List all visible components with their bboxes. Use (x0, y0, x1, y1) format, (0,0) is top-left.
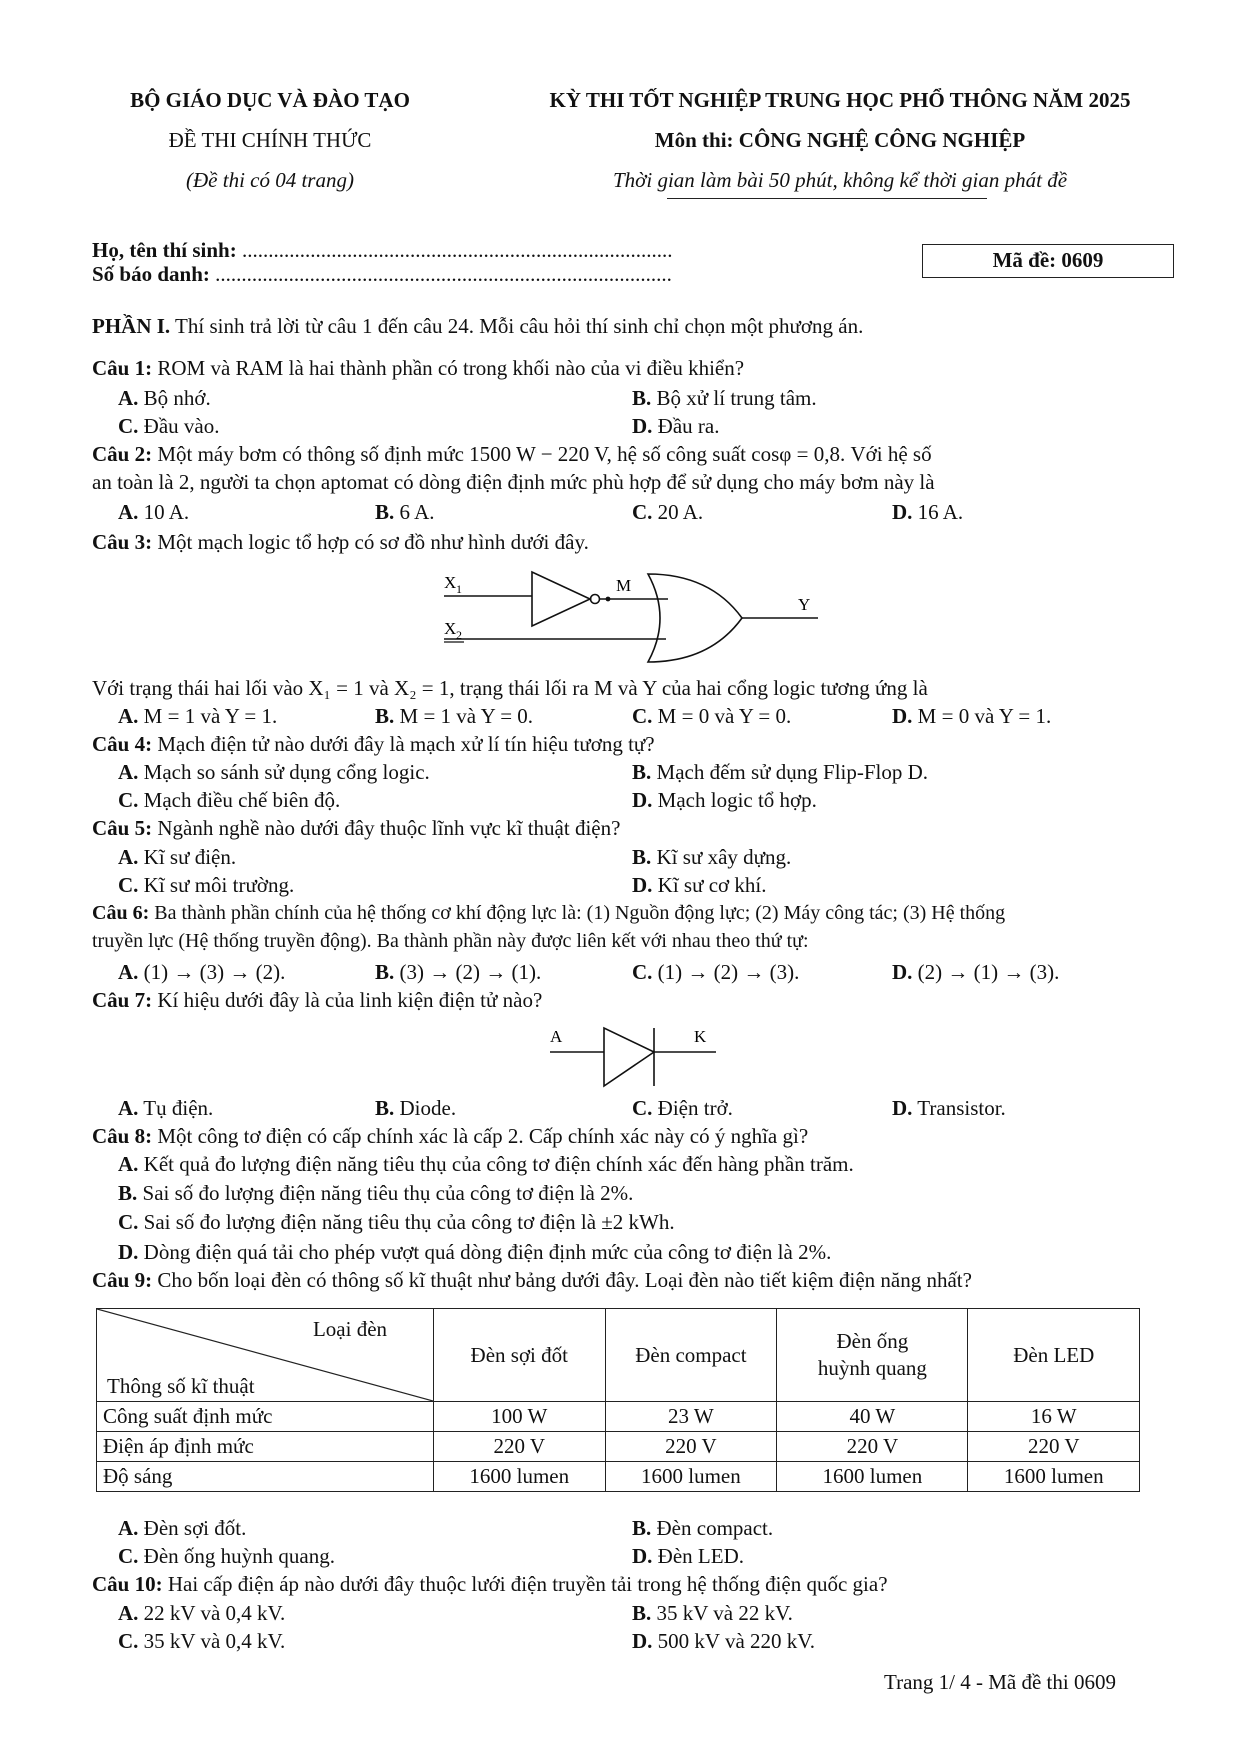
option-letter: D. (892, 960, 913, 984)
option-letter: B. (375, 704, 395, 728)
question-label: Câu 7: (92, 988, 153, 1012)
x1-label: X (444, 573, 457, 592)
option-text: Mạch đếm sử dụng Flip-Flop D. (656, 760, 929, 784)
table-row (97, 1402, 1140, 1432)
column-header: Đèn LED (968, 1309, 1140, 1402)
option-letter: D. (892, 1096, 913, 1120)
question-10 (92, 1572, 888, 1597)
question-label: Câu 3: (92, 530, 153, 554)
x1-subscript: 1 (456, 582, 462, 596)
q3-option-a (118, 704, 277, 729)
option-text: Tụ điện. (143, 1096, 214, 1120)
option-text: Điện trở. (657, 1096, 733, 1120)
table-cell: 220 V (605, 1432, 777, 1462)
option-letter: C. (118, 1544, 139, 1568)
option-letter: A. (118, 760, 139, 784)
q9-option-d (632, 1544, 744, 1569)
column-header-line: Đèn ống (836, 1328, 909, 1353)
q8-option-c (118, 1210, 675, 1235)
question-6-line2: truyền lực (Hệ thống truyền động). Ba thành phần này được liên kết với nhau theo thứ tự: (92, 930, 809, 952)
y-label: Y (798, 595, 811, 614)
q3-option-c (632, 704, 791, 729)
logic-circuit-diagram (440, 566, 820, 666)
table-cell: 220 V (434, 1432, 605, 1462)
table-cell: 220 V (968, 1432, 1140, 1462)
candidate-id-row (92, 262, 672, 287)
q1-option-c (118, 414, 219, 439)
question-text: Một công tơ điện có cấp chính xác là cấp 2. Cấp chính xác này có ý nghĩa gì? (152, 1124, 809, 1148)
option-letter: C. (118, 873, 139, 897)
option-text: 16 A. (917, 500, 964, 524)
lamp-spec-table (96, 1308, 1140, 1492)
part1-label: PHẦN I. (92, 314, 171, 338)
question-2-line2: an toàn là 2, người ta chọn aptomat có dòng điện định mức phù hợp để sử dụng cho máy bơm này là (92, 470, 935, 494)
option-text: Đầu vào. (143, 414, 220, 438)
option-text: 500 kV và 220 kV. (657, 1629, 815, 1653)
option-text: Mạch điều chế biên độ. (143, 788, 341, 812)
q9-option-b (632, 1516, 773, 1541)
option-text: M = 1 và Y = 0. (399, 704, 534, 728)
anode-label: A (550, 1027, 563, 1046)
option-text: 35 kV và 0,4 kV. (143, 1629, 286, 1653)
table-cell: 16 W (968, 1402, 1140, 1432)
option-text: (3) → (2) → (1). (399, 960, 542, 984)
q8-option-a (118, 1152, 854, 1177)
x2-label: X (444, 619, 457, 638)
q10-option-c (118, 1629, 285, 1654)
option-letter: A. (118, 960, 139, 984)
option-text: 20 A. (657, 500, 704, 524)
q6-option-b (375, 960, 541, 985)
q2-option-a (118, 500, 189, 525)
column-header: Đèn sợi đốt (434, 1309, 605, 1402)
not-gate (532, 572, 590, 626)
option-letter: C. (118, 414, 139, 438)
q10-option-b (632, 1601, 793, 1626)
option-letter: A. (118, 845, 139, 869)
candidate-id-label: Số báo danh: (92, 262, 210, 286)
q1-option-b (632, 386, 817, 411)
question-2 (92, 442, 932, 467)
option-text: Kĩ sư điện. (143, 845, 237, 869)
part1-text: Thí sinh trả lời từ câu 1 đến câu 24. Mỗi câu hỏi thí sinh chỉ chọn một phương án. (170, 314, 864, 338)
exam-code-box: Mã đề: 0609 (922, 244, 1174, 278)
q1-option-d (632, 414, 719, 439)
question-1 (92, 356, 744, 381)
option-text: Đèn compact. (656, 1516, 774, 1540)
option-letter: D. (118, 1240, 139, 1264)
table-cell: 1600 lumen (434, 1462, 605, 1492)
option-text: Bộ xử lí trung tâm. (656, 386, 817, 410)
question-text: Mạch điện tử nào dưới đây là mạch xử lí tín hiệu tương tự? (152, 732, 655, 756)
question-5 (92, 816, 620, 841)
column-header-line: huỳnh quang (817, 1356, 927, 1380)
question-label: Câu 10: (92, 1572, 163, 1596)
page-count-note: (Đề thi có 04 trang) (186, 168, 354, 192)
q10-option-a (118, 1601, 285, 1626)
option-text: Dòng điện quá tải cho phép vượt quá dòng điện định mức của công tơ điện là 2%. (143, 1240, 832, 1264)
option-text: Sai số đo lượng điện năng tiêu thụ của công tơ điện là ±2 kWh. (143, 1210, 675, 1234)
option-letter: D. (632, 1544, 653, 1568)
diode-symbol (546, 1024, 722, 1094)
option-text: (2) → (1) → (3). (917, 960, 1060, 984)
option-text: Đèn LED. (657, 1544, 744, 1568)
q5-option-c (118, 873, 294, 898)
row-label: Điện áp định mức (97, 1432, 434, 1462)
option-letter: A. (118, 704, 139, 728)
question-7 (92, 988, 542, 1013)
page-footer: Trang 1/ 4 - Mã đề thi 0609 (884, 1670, 1116, 1694)
question-9 (92, 1268, 972, 1293)
subject-title: Môn thi: CÔNG NGHỆ CÔNG NGHIỆP (654, 128, 1026, 152)
q5-option-d (632, 873, 767, 898)
table-cell: 23 W (605, 1402, 777, 1432)
option-text: 10 A. (143, 500, 190, 524)
table-row (97, 1462, 1140, 1492)
table-cell: 220 V (777, 1432, 968, 1462)
q7-option-c (632, 1096, 733, 1121)
option-letter: A. (118, 1516, 139, 1540)
or-gate (648, 574, 742, 662)
option-letter: C. (118, 1629, 139, 1653)
option-text: Sai số đo lượng điện năng tiêu thụ của công tơ điện là 2%. (142, 1181, 634, 1205)
q1-option-a (118, 386, 211, 411)
corner-bottom-label: Thông số kĩ thuật (107, 1374, 255, 1398)
q4-option-c (118, 788, 340, 813)
option-text: Transistor. (917, 1096, 1006, 1120)
q4-option-b (632, 760, 928, 785)
question-label: Câu 4: (92, 732, 153, 756)
q10-option-d (632, 1629, 815, 1654)
option-text: Kĩ sư cơ khí. (657, 873, 767, 897)
question-label: Câu 8: (92, 1124, 153, 1148)
option-text: Mạch logic tổ hợp. (657, 788, 817, 812)
option-letter: B. (632, 760, 652, 784)
option-letter: A. (118, 1152, 139, 1176)
question-text: Hai cấp điện áp nào dưới đây thuộc lưới điện truyền tải trong hệ thống điện quốc gia? (162, 1572, 888, 1596)
q2-option-c (632, 500, 703, 525)
table-row (97, 1432, 1140, 1462)
cathode-label: K (694, 1027, 707, 1046)
row-label: Độ sáng (97, 1462, 434, 1492)
option-text: 6 A. (399, 500, 435, 524)
option-letter: C. (118, 1210, 139, 1234)
option-text: Đèn sợi đốt. (143, 1516, 247, 1540)
option-text: (1) → (2) → (3). (657, 960, 800, 984)
question-3-stem: Với trạng thái hai lối vào X₁ = 1 và X₂ = 1, trạng thái lối ra M và Y của hai cổng logic tương ứng là (92, 676, 928, 700)
option-letter: B. (375, 1096, 395, 1120)
diode-triangle (604, 1028, 654, 1086)
question-label: Câu 2: (92, 442, 153, 466)
option-letter: A. (118, 386, 139, 410)
corner-top-label: Loại đèn (312, 1317, 388, 1341)
option-text: 35 kV và 22 kV. (656, 1601, 793, 1625)
q6-option-d (892, 960, 1059, 985)
option-letter: B. (632, 1516, 652, 1540)
q6-option-c (632, 960, 799, 985)
option-text: Diode. (399, 1096, 457, 1120)
option-text: M = 0 và Y = 1. (917, 704, 1052, 728)
option-letter: A. (118, 1601, 139, 1625)
q8-option-b (118, 1181, 633, 1206)
q5-option-a (118, 845, 236, 870)
table-corner-cell (97, 1309, 434, 1402)
m-label: M (616, 576, 632, 595)
option-letter: D. (632, 1629, 653, 1653)
ministry-name: BỘ GIÁO DỤC VÀ ĐÀO TẠO (130, 88, 410, 112)
option-text: M = 1 và Y = 1. (143, 704, 278, 728)
option-letter: C. (632, 500, 653, 524)
table-cell: 40 W (777, 1402, 968, 1432)
option-text: 22 kV và 0,4 kV. (143, 1601, 286, 1625)
candidate-name-blank: .................................................................................. (241, 238, 673, 262)
q2-option-b (375, 500, 435, 525)
q2-option-d (892, 500, 963, 525)
option-text: Kĩ sư xây dựng. (656, 845, 792, 869)
q4-option-a (118, 760, 430, 785)
q7-option-b (375, 1096, 456, 1121)
column-header (777, 1309, 968, 1402)
q6-option-a (118, 960, 285, 985)
q3-option-b (375, 704, 533, 729)
column-header: Đèn compact (605, 1309, 777, 1402)
question-3 (92, 530, 589, 555)
question-label: Câu 6: (92, 902, 150, 924)
option-text: Kĩ sư môi trường. (143, 873, 295, 897)
official-exam-label: ĐỀ THI CHÍNH THỨC (168, 128, 372, 152)
option-letter: C. (632, 704, 653, 728)
question-text: Cho bốn loại đèn có thông số kĩ thuật như bảng dưới đây. Loại đèn nào tiết kiệm điện năng nhất? (152, 1268, 972, 1292)
question-label: Câu 5: (92, 816, 153, 840)
option-text: Đầu ra. (657, 414, 720, 438)
option-letter: C. (632, 960, 653, 984)
q9-option-a (118, 1516, 246, 1541)
question-text: Một máy bơm có thông số định mức 1500 W − 220 V, hệ số công suất cosφ = 0,8. Với hệ số (152, 442, 932, 466)
question-8 (92, 1124, 808, 1149)
option-letter: B. (375, 960, 395, 984)
option-letter: B. (632, 845, 652, 869)
option-letter: B. (632, 1601, 652, 1625)
option-text: Bộ nhớ. (143, 386, 211, 410)
question-text: Một mạch logic tổ hợp có sơ đồ như hình dưới đây. (152, 530, 589, 554)
option-letter: D. (892, 704, 913, 728)
option-letter: B. (632, 386, 652, 410)
option-letter: C. (118, 788, 139, 812)
question-text: Ba thành phần chính của hệ thống cơ khí động lực là: (1) Nguồn động lực; (2) Máy công tác; (3) Hệ thống (149, 902, 1006, 924)
option-letter: B. (118, 1181, 138, 1205)
exam-duration: Thời gian làm bài 50 phút, không kể thời gian phát đề (612, 168, 1068, 192)
x2-subscript: 2 (456, 628, 462, 642)
option-letter: A. (118, 500, 139, 524)
option-text: M = 0 và Y = 0. (657, 704, 792, 728)
option-letter: D. (632, 414, 653, 438)
table-cell: 1600 lumen (605, 1462, 777, 1492)
question-6 (92, 902, 1005, 925)
part1-instructions (92, 314, 863, 339)
question-4 (92, 732, 655, 757)
exam-title: KỲ THI TỐT NGHIỆP TRUNG HỌC PHỔ THÔNG NĂM 2025 (549, 88, 1131, 112)
q4-option-d (632, 788, 817, 813)
candidate-name-label: Họ, tên thí sinh: (92, 238, 237, 262)
option-text: Đèn ống huỳnh quang. (143, 1544, 335, 1568)
option-letter: A. (118, 1096, 139, 1120)
candidate-id-blank: ....................................................................................... (215, 262, 672, 286)
q9-option-c (118, 1544, 335, 1569)
option-text: Mạch so sánh sử dụng cổng logic. (143, 760, 430, 784)
option-text: (1) → (3) → (2). (143, 960, 286, 984)
option-text: Kết quả đo lượng điện năng tiêu thụ của công tơ điện chính xác đến hàng phần trăm. (143, 1152, 854, 1176)
q7-option-a (118, 1096, 213, 1121)
q7-option-d (892, 1096, 1006, 1121)
option-letter: D. (632, 873, 653, 897)
m-node (606, 597, 611, 602)
table-cell: 100 W (434, 1402, 605, 1432)
option-letter: C. (632, 1096, 653, 1120)
table-cell: 1600 lumen (968, 1462, 1140, 1492)
row-label: Công suất định mức (97, 1402, 434, 1432)
question-text: ROM và RAM là hai thành phần có trong khối nào của vi điều khiển? (152, 356, 745, 380)
table-header-row (97, 1309, 1140, 1402)
option-letter: B. (375, 500, 395, 524)
question-label: Câu 1: (92, 356, 153, 380)
header-underline (667, 198, 987, 199)
q8-option-d (118, 1240, 831, 1265)
question-label: Câu 9: (92, 1268, 153, 1292)
question-text: Kí hiệu dưới đây là của linh kiện điện tử nào? (152, 988, 543, 1012)
question-text: Ngành nghề nào dưới đây thuộc lĩnh vực kĩ thuật điện? (152, 816, 621, 840)
q5-option-b (632, 845, 791, 870)
candidate-name-row (92, 238, 672, 263)
table-cell: 1600 lumen (777, 1462, 968, 1492)
q3-option-d (892, 704, 1051, 729)
option-letter: D. (892, 500, 913, 524)
option-letter: D. (632, 788, 653, 812)
